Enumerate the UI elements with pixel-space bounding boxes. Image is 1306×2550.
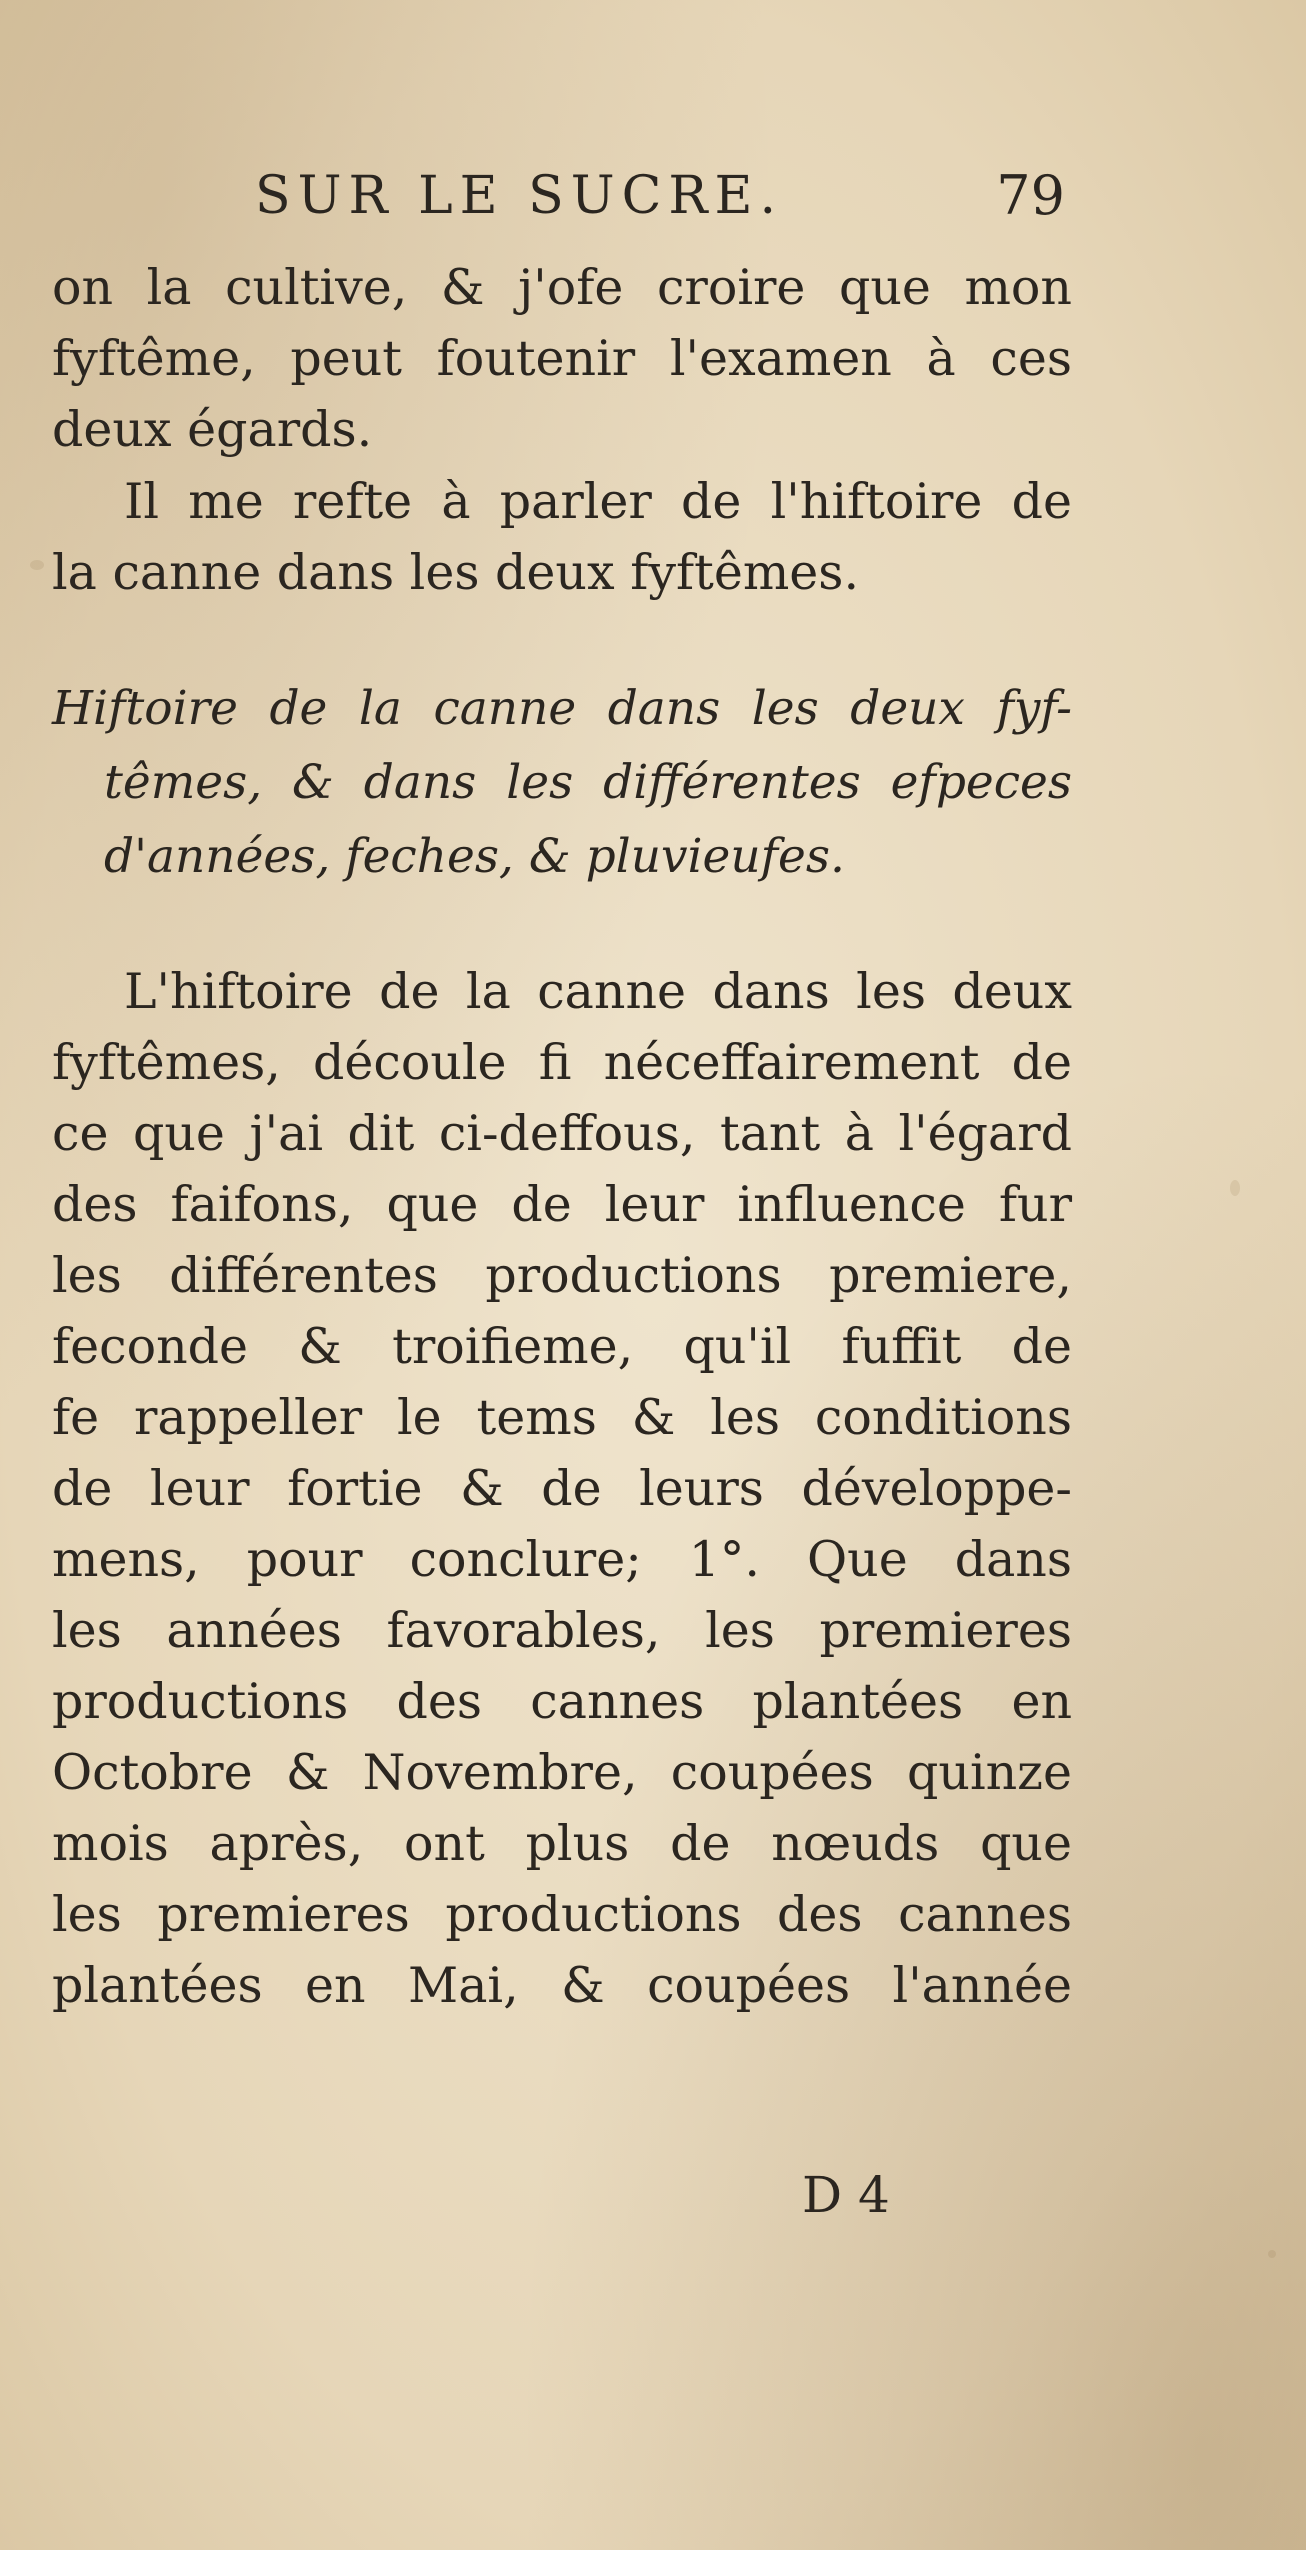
text-line: Il me refte à parler de l'hiftoire de (124, 473, 1072, 530)
text-line: des faifons, que de leur influence fur (52, 1176, 1072, 1233)
text-line: fe rappeller le tems & les conditions (52, 1389, 1072, 1446)
text-line: L'hiftoire de la canne dans les deux (124, 963, 1072, 1020)
text-line: Octobre & Novembre, coupées quinze (52, 1744, 1072, 1801)
text-line: les premieres productions des cannes (52, 1886, 1072, 1943)
text-line: deux égards. (52, 401, 373, 458)
text-line: productions des cannes plantées en (52, 1673, 1072, 1730)
running-head: SUR LE SUCRE. (255, 166, 784, 226)
foxing-spot (1268, 2250, 1276, 2258)
text-line: de leur fortie & de leurs développe- (52, 1460, 1072, 1517)
text-line: fyftême, peut foutenir l'examen à ces (52, 330, 1072, 387)
foxing-spot (1230, 1180, 1240, 1196)
text-line: ce que j'ai dit ci-deffous, tant à l'égard (52, 1105, 1072, 1162)
page-header (255, 160, 1065, 232)
text-line: les différentes productions premiere, (52, 1247, 1072, 1304)
section-heading-line: têmes, & dans les différentes efpeces (104, 755, 1072, 810)
text-line: la canne dans les deux fyftêmes. (52, 544, 860, 601)
foxing-spot (30, 560, 44, 570)
text-line: les années favorables, les premieres (52, 1602, 1072, 1659)
section-heading-line: Hiftoire de la canne dans les deux fyf- (52, 681, 1072, 736)
text-line: on la cultive, & j'ofe croire que mon (52, 259, 1072, 316)
text-line: fyftêmes, découle fi néceffairement de (52, 1034, 1072, 1091)
signature-mark: D 4 (802, 2166, 890, 2224)
body-paragraph (52, 956, 1072, 2021)
text-line: plantées en Mai, & coupées l'année (52, 1957, 1072, 2014)
intro-paragraph (52, 252, 1072, 465)
page-number: 79 (996, 164, 1065, 227)
paragraph-transition (52, 466, 1072, 608)
text-line: feconde & troifieme, qu'il fuffit de (52, 1318, 1072, 1375)
section-heading-line: d'années, feches, & pluvieufes. (104, 829, 845, 884)
text-line: mens, pour conclure; 1°. Que dans (52, 1531, 1072, 1588)
text-line: mois après, ont plus de nœuds que (52, 1815, 1072, 1872)
section-heading (52, 672, 1072, 894)
